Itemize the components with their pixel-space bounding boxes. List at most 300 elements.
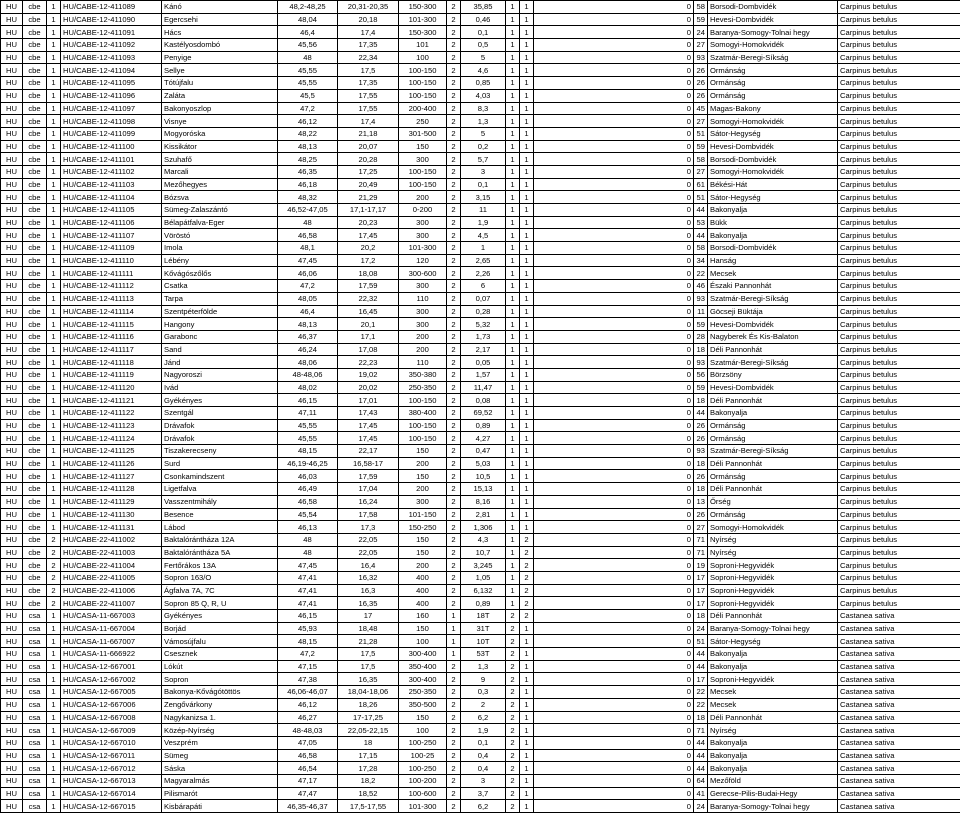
country-cell: HU <box>1 165 23 178</box>
locality-cell: Ivád <box>162 381 278 394</box>
col-13-cell: 0 <box>534 597 694 610</box>
col-12-cell: 1 <box>520 242 534 255</box>
col-11-cell: 1 <box>506 178 520 191</box>
col-13-cell: 0 <box>534 508 694 521</box>
region-code-cell: 44 <box>694 648 708 661</box>
country-cell: HU <box>1 584 23 597</box>
type-cell: 2 <box>447 724 461 737</box>
longitude-cell: 17,5 <box>338 648 399 661</box>
species-code-cell: cbe <box>23 546 47 559</box>
col-11-cell: 2 <box>506 686 520 699</box>
table-row <box>1 394 960 407</box>
region-code-cell: 17 <box>694 571 708 584</box>
col-12-cell: 1 <box>520 432 534 445</box>
longitude-cell: 20,23 <box>338 216 399 229</box>
region-name-cell: Békési-Hát <box>708 178 838 191</box>
species-name-cell: Castanea sativa <box>838 787 960 800</box>
altitude-cell: 400 <box>399 571 447 584</box>
col-13-cell: 0 <box>534 51 694 64</box>
species-code-cell: cbe <box>23 368 47 381</box>
altitude-cell: 100-150 <box>399 77 447 90</box>
country-cell: HU <box>1 292 23 305</box>
species-name-cell: Castanea sativa <box>838 648 960 661</box>
category-cell: 1 <box>47 610 61 623</box>
latitude-cell: 45,55 <box>278 64 338 77</box>
region-name-cell: Borsodi-Dombvidék <box>708 242 838 255</box>
col-11-cell: 1 <box>506 508 520 521</box>
register-id-cell: HU/CABE-12-411122 <box>61 407 162 420</box>
type-cell: 2 <box>447 407 461 420</box>
type-cell: 2 <box>447 559 461 572</box>
species-code-cell: cbe <box>23 178 47 191</box>
species-name-cell: Carpinus betulus <box>838 216 960 229</box>
table-row <box>1 470 960 483</box>
region-name-cell: Nagyberek És Kis-Balaton <box>708 330 838 343</box>
locality-cell: Pilismarót <box>162 787 278 800</box>
country-cell: HU <box>1 39 23 52</box>
locality-cell: Baktalórántháza 5A <box>162 546 278 559</box>
table-row <box>1 242 960 255</box>
area-cell: 11 <box>461 204 506 217</box>
region-code-cell: 26 <box>694 419 708 432</box>
longitude-cell: 20,49 <box>338 178 399 191</box>
category-cell: 1 <box>47 673 61 686</box>
altitude-cell: 100 <box>399 724 447 737</box>
type-cell: 2 <box>447 330 461 343</box>
col-12-cell: 1 <box>520 368 534 381</box>
species-code-cell: cbe <box>23 1 47 14</box>
col-11-cell: 1 <box>506 533 520 546</box>
register-id-cell: HU/CABE-22-411006 <box>61 584 162 597</box>
longitude-cell: 17,01 <box>338 394 399 407</box>
col-12-cell: 1 <box>520 508 534 521</box>
altitude-cell: 380-400 <box>399 407 447 420</box>
latitude-cell: 48 <box>278 546 338 559</box>
region-name-cell: Bakonyalja <box>708 762 838 775</box>
col-12-cell: 1 <box>520 787 534 800</box>
region-name-cell: Hevesi-Dombvidék <box>708 318 838 331</box>
latitude-cell: 46,18 <box>278 178 338 191</box>
species-code-cell: cbe <box>23 584 47 597</box>
type-cell: 2 <box>447 597 461 610</box>
region-name-cell: Hevesi-Dombvidék <box>708 140 838 153</box>
col-13-cell: 0 <box>534 736 694 749</box>
col-11-cell: 2 <box>506 698 520 711</box>
region-name-cell: Ormánság <box>708 432 838 445</box>
type-cell: 2 <box>447 800 461 813</box>
col-13-cell: 0 <box>534 584 694 597</box>
category-cell: 1 <box>47 39 61 52</box>
latitude-cell: 46,15 <box>278 394 338 407</box>
locality-cell: Közép-Nyírség <box>162 724 278 737</box>
altitude-cell: 101-300 <box>399 242 447 255</box>
country-cell: HU <box>1 559 23 572</box>
category-cell: 2 <box>47 597 61 610</box>
longitude-cell: 17,55 <box>338 102 399 115</box>
col-11-cell: 1 <box>506 64 520 77</box>
country-cell: HU <box>1 77 23 90</box>
region-name-cell: Göcseji Büktája <box>708 305 838 318</box>
region-name-cell: Baranya-Somogy-Tolnai hegy <box>708 622 838 635</box>
altitude-cell: 120 <box>399 254 447 267</box>
country-cell: HU <box>1 571 23 584</box>
region-name-cell: Borsodi-Dombvidék <box>708 153 838 166</box>
category-cell: 1 <box>47 153 61 166</box>
latitude-cell: 48-48,06 <box>278 368 338 381</box>
locality-cell: Szuhafő <box>162 153 278 166</box>
altitude-cell: 300 <box>399 280 447 293</box>
category-cell: 1 <box>47 711 61 724</box>
region-code-cell: 27 <box>694 165 708 178</box>
register-id-cell: HU/CASA-12-667011 <box>61 749 162 762</box>
altitude-cell: 101-150 <box>399 508 447 521</box>
altitude-cell: 350-380 <box>399 368 447 381</box>
area-cell: 2,81 <box>461 508 506 521</box>
register-id-cell: HU/CABE-12-411117 <box>61 343 162 356</box>
region-code-cell: 59 <box>694 140 708 153</box>
area-cell: 6,132 <box>461 584 506 597</box>
species-code-cell: csa <box>23 610 47 623</box>
category-cell: 1 <box>47 26 61 39</box>
area-cell: 4,03 <box>461 89 506 102</box>
species-code-cell: cbe <box>23 280 47 293</box>
col-12-cell: 1 <box>520 711 534 724</box>
region-code-cell: 71 <box>694 724 708 737</box>
species-name-cell: Carpinus betulus <box>838 165 960 178</box>
col-13-cell: 0 <box>534 724 694 737</box>
species-code-cell: cbe <box>23 13 47 26</box>
register-id-cell: HU/CABE-12-411118 <box>61 356 162 369</box>
altitude-cell: 100-150 <box>399 432 447 445</box>
country-cell: HU <box>1 280 23 293</box>
latitude-cell: 46,58 <box>278 229 338 242</box>
area-cell: 5,32 <box>461 318 506 331</box>
species-name-cell: Castanea sativa <box>838 749 960 762</box>
region-name-cell: Bükk <box>708 216 838 229</box>
country-cell: HU <box>1 242 23 255</box>
altitude-cell: 250 <box>399 115 447 128</box>
longitude-cell: 17,55 <box>338 89 399 102</box>
table-row <box>1 457 960 470</box>
col-11-cell: 1 <box>506 483 520 496</box>
locality-cell: Vöröstó <box>162 229 278 242</box>
table-row <box>1 533 960 546</box>
area-cell: 6 <box>461 280 506 293</box>
altitude-cell: 100-150 <box>399 64 447 77</box>
country-cell: HU <box>1 254 23 267</box>
species-name-cell: Carpinus betulus <box>838 318 960 331</box>
species-code-cell: csa <box>23 698 47 711</box>
species-code-cell: cbe <box>23 26 47 39</box>
altitude-cell: 150 <box>399 546 447 559</box>
col-12-cell: 1 <box>520 774 534 787</box>
latitude-cell: 48,15 <box>278 635 338 648</box>
latitude-cell: 46,06-46,07 <box>278 686 338 699</box>
locality-cell: Drávafok <box>162 419 278 432</box>
col-12-cell: 1 <box>520 51 534 64</box>
table-row <box>1 559 960 572</box>
species-name-cell: Carpinus betulus <box>838 571 960 584</box>
table-row <box>1 445 960 458</box>
col-11-cell: 1 <box>506 470 520 483</box>
category-cell: 1 <box>47 216 61 229</box>
col-11-cell: 2 <box>506 749 520 762</box>
register-id-cell: HU/CASA-12-667009 <box>61 724 162 737</box>
col-12-cell: 1 <box>520 191 534 204</box>
category-cell: 1 <box>47 318 61 331</box>
locality-cell: Bakonyoszlop <box>162 102 278 115</box>
latitude-cell: 48,25 <box>278 153 338 166</box>
category-cell: 1 <box>47 267 61 280</box>
region-name-cell: Mecsek <box>708 267 838 280</box>
locality-cell: Vasszentmihály <box>162 495 278 508</box>
col-12-cell: 1 <box>520 178 534 191</box>
locality-cell: Visnye <box>162 115 278 128</box>
type-cell: 2 <box>447 571 461 584</box>
locality-cell: Lébény <box>162 254 278 267</box>
area-cell: 4,5 <box>461 229 506 242</box>
species-code-cell: cbe <box>23 381 47 394</box>
type-cell: 2 <box>447 318 461 331</box>
register-id-cell: HU/CABE-12-411103 <box>61 178 162 191</box>
locality-cell: Szentpéterfölde <box>162 305 278 318</box>
locality-cell: Sümeg-Zalaszántó <box>162 204 278 217</box>
type-cell: 2 <box>447 546 461 559</box>
altitude-cell: 100 <box>399 51 447 64</box>
type-cell: 2 <box>447 254 461 267</box>
region-code-cell: 24 <box>694 800 708 813</box>
locality-cell: Kisbárapáti <box>162 800 278 813</box>
col-13-cell: 0 <box>534 787 694 800</box>
table-body <box>1 1 960 813</box>
col-13-cell: 0 <box>534 165 694 178</box>
longitude-cell: 22,32 <box>338 292 399 305</box>
species-code-cell: cbe <box>23 343 47 356</box>
longitude-cell: 22,23 <box>338 356 399 369</box>
species-code-cell: cbe <box>23 153 47 166</box>
country-cell: HU <box>1 204 23 217</box>
register-id-cell: HU/CABE-12-411119 <box>61 368 162 381</box>
table-row <box>1 546 960 559</box>
type-cell: 2 <box>447 64 461 77</box>
col-11-cell: 1 <box>506 242 520 255</box>
region-code-cell: 51 <box>694 127 708 140</box>
type-cell: 2 <box>447 470 461 483</box>
category-cell: 2 <box>47 571 61 584</box>
locality-cell: Zengővárkony <box>162 698 278 711</box>
category-cell: 1 <box>47 1 61 14</box>
region-name-cell: Szatmár-Beregi-Síkság <box>708 51 838 64</box>
longitude-cell: 16,24 <box>338 495 399 508</box>
country-cell: HU <box>1 622 23 635</box>
type-cell: 2 <box>447 140 461 153</box>
col-13-cell: 0 <box>534 559 694 572</box>
table-row <box>1 26 960 39</box>
area-cell: 5 <box>461 127 506 140</box>
altitude-cell: 110 <box>399 356 447 369</box>
table-row <box>1 508 960 521</box>
locality-cell: Sopron 85 Q, R, U <box>162 597 278 610</box>
region-name-cell: Baranya-Somogy-Tolnai hegy <box>708 26 838 39</box>
country-cell: HU <box>1 26 23 39</box>
species-name-cell: Castanea sativa <box>838 724 960 737</box>
register-id-cell: HU/CASA-11-667003 <box>61 610 162 623</box>
longitude-cell: 18,26 <box>338 698 399 711</box>
longitude-cell: 18,04-18,06 <box>338 686 399 699</box>
type-cell: 2 <box>447 242 461 255</box>
col-13-cell: 0 <box>534 698 694 711</box>
table-row <box>1 673 960 686</box>
col-11-cell: 1 <box>506 77 520 90</box>
col-12-cell: 1 <box>520 686 534 699</box>
category-cell: 1 <box>47 495 61 508</box>
region-code-cell: 58 <box>694 1 708 14</box>
col-13-cell: 0 <box>534 673 694 686</box>
type-cell: 2 <box>447 343 461 356</box>
type-cell: 2 <box>447 749 461 762</box>
col-11-cell: 2 <box>506 774 520 787</box>
species-name-cell: Carpinus betulus <box>838 343 960 356</box>
longitude-cell: 17,59 <box>338 280 399 293</box>
region-name-cell: Sátor-Hegység <box>708 191 838 204</box>
register-id-cell: HU/CABE-12-411112 <box>61 280 162 293</box>
table-row <box>1 280 960 293</box>
register-id-cell: HU/CABE-12-411120 <box>61 381 162 394</box>
category-cell: 1 <box>47 115 61 128</box>
region-name-cell: Szatmár-Beregi-Síkság <box>708 292 838 305</box>
region-code-cell: 24 <box>694 26 708 39</box>
col-12-cell: 1 <box>520 343 534 356</box>
register-id-cell: HU/CASA-12-667012 <box>61 762 162 775</box>
longitude-cell: 17,08 <box>338 343 399 356</box>
species-name-cell: Carpinus betulus <box>838 153 960 166</box>
species-code-cell: cbe <box>23 102 47 115</box>
species-name-cell: Carpinus betulus <box>838 521 960 534</box>
country-cell: HU <box>1 1 23 14</box>
region-code-cell: 26 <box>694 89 708 102</box>
register-id-cell: HU/CABE-12-411098 <box>61 115 162 128</box>
locality-cell: Gyékényes <box>162 610 278 623</box>
latitude-cell: 48,06 <box>278 356 338 369</box>
species-name-cell: Castanea sativa <box>838 774 960 787</box>
col-12-cell: 1 <box>520 254 534 267</box>
region-code-cell: 28 <box>694 330 708 343</box>
area-cell: 0,4 <box>461 749 506 762</box>
longitude-cell: 17,5-17,55 <box>338 800 399 813</box>
col-13-cell: 0 <box>534 407 694 420</box>
col-11-cell: 1 <box>506 330 520 343</box>
col-11-cell: 1 <box>506 381 520 394</box>
col-11-cell: 1 <box>506 584 520 597</box>
country-cell: HU <box>1 610 23 623</box>
category-cell: 1 <box>47 280 61 293</box>
register-id-cell: HU/CABE-12-411115 <box>61 318 162 331</box>
longitude-cell: 17,5 <box>338 64 399 77</box>
latitude-cell: 46,06 <box>278 267 338 280</box>
locality-cell: Mezőhegyes <box>162 178 278 191</box>
col-13-cell: 0 <box>534 13 694 26</box>
category-cell: 1 <box>47 242 61 255</box>
register-id-cell: HU/CABE-12-411124 <box>61 432 162 445</box>
altitude-cell: 160 <box>399 610 447 623</box>
col-12-cell: 1 <box>520 216 534 229</box>
country-cell: HU <box>1 356 23 369</box>
locality-cell: Marcali <box>162 165 278 178</box>
longitude-cell: 19,02 <box>338 368 399 381</box>
longitude-cell: 22,05 <box>338 533 399 546</box>
country-cell: HU <box>1 318 23 331</box>
type-cell: 2 <box>447 216 461 229</box>
locality-cell: Borjád <box>162 622 278 635</box>
area-cell: 0,05 <box>461 356 506 369</box>
longitude-cell: 17,35 <box>338 77 399 90</box>
register-id-cell: HU/CASA-12-667002 <box>61 673 162 686</box>
species-code-cell: csa <box>23 749 47 762</box>
area-cell: 0,89 <box>461 597 506 610</box>
species-code-cell: cbe <box>23 419 47 432</box>
col-12-cell: 2 <box>520 533 534 546</box>
table-row <box>1 102 960 115</box>
latitude-cell: 46,12 <box>278 115 338 128</box>
longitude-cell: 18,2 <box>338 774 399 787</box>
table-row <box>1 115 960 128</box>
species-name-cell: Carpinus betulus <box>838 559 960 572</box>
region-name-cell: Ormánság <box>708 64 838 77</box>
country-cell: HU <box>1 597 23 610</box>
latitude-cell: 45,54 <box>278 508 338 521</box>
altitude-cell: 200 <box>399 330 447 343</box>
col-11-cell: 1 <box>506 140 520 153</box>
area-cell: 53T <box>461 648 506 661</box>
table-row <box>1 736 960 749</box>
area-cell: 1,306 <box>461 521 506 534</box>
col-13-cell: 0 <box>534 368 694 381</box>
region-name-cell: Bakonyalja <box>708 648 838 661</box>
type-cell: 2 <box>447 394 461 407</box>
col-11-cell: 2 <box>506 648 520 661</box>
locality-cell: Ágfalva 7A, 7C <box>162 584 278 597</box>
table-row <box>1 39 960 52</box>
area-cell: 1,73 <box>461 330 506 343</box>
latitude-cell: 46,4 <box>278 305 338 318</box>
col-12-cell: 2 <box>520 610 534 623</box>
table-row <box>1 711 960 724</box>
col-13-cell: 0 <box>534 774 694 787</box>
altitude-cell: 101-300 <box>399 13 447 26</box>
altitude-cell: 300 <box>399 495 447 508</box>
col-12-cell: 2 <box>520 584 534 597</box>
col-12-cell: 1 <box>520 115 534 128</box>
species-name-cell: Carpinus betulus <box>838 546 960 559</box>
register-id-cell: HU/CABE-22-411003 <box>61 546 162 559</box>
latitude-cell: 48,2-48,25 <box>278 1 338 14</box>
country-cell: HU <box>1 216 23 229</box>
region-name-cell: Börzsöny <box>708 368 838 381</box>
region-code-cell: 26 <box>694 508 708 521</box>
table-row <box>1 77 960 90</box>
category-cell: 1 <box>47 800 61 813</box>
col-12-cell: 1 <box>520 77 534 90</box>
col-13-cell: 0 <box>534 178 694 191</box>
type-cell: 2 <box>447 305 461 318</box>
region-code-cell: 24 <box>694 622 708 635</box>
species-name-cell: Carpinus betulus <box>838 140 960 153</box>
register-id-cell: HU/CABE-12-411096 <box>61 89 162 102</box>
species-code-cell: cbe <box>23 140 47 153</box>
locality-cell: Szentgál <box>162 407 278 420</box>
table-row <box>1 127 960 140</box>
category-cell: 1 <box>47 229 61 242</box>
